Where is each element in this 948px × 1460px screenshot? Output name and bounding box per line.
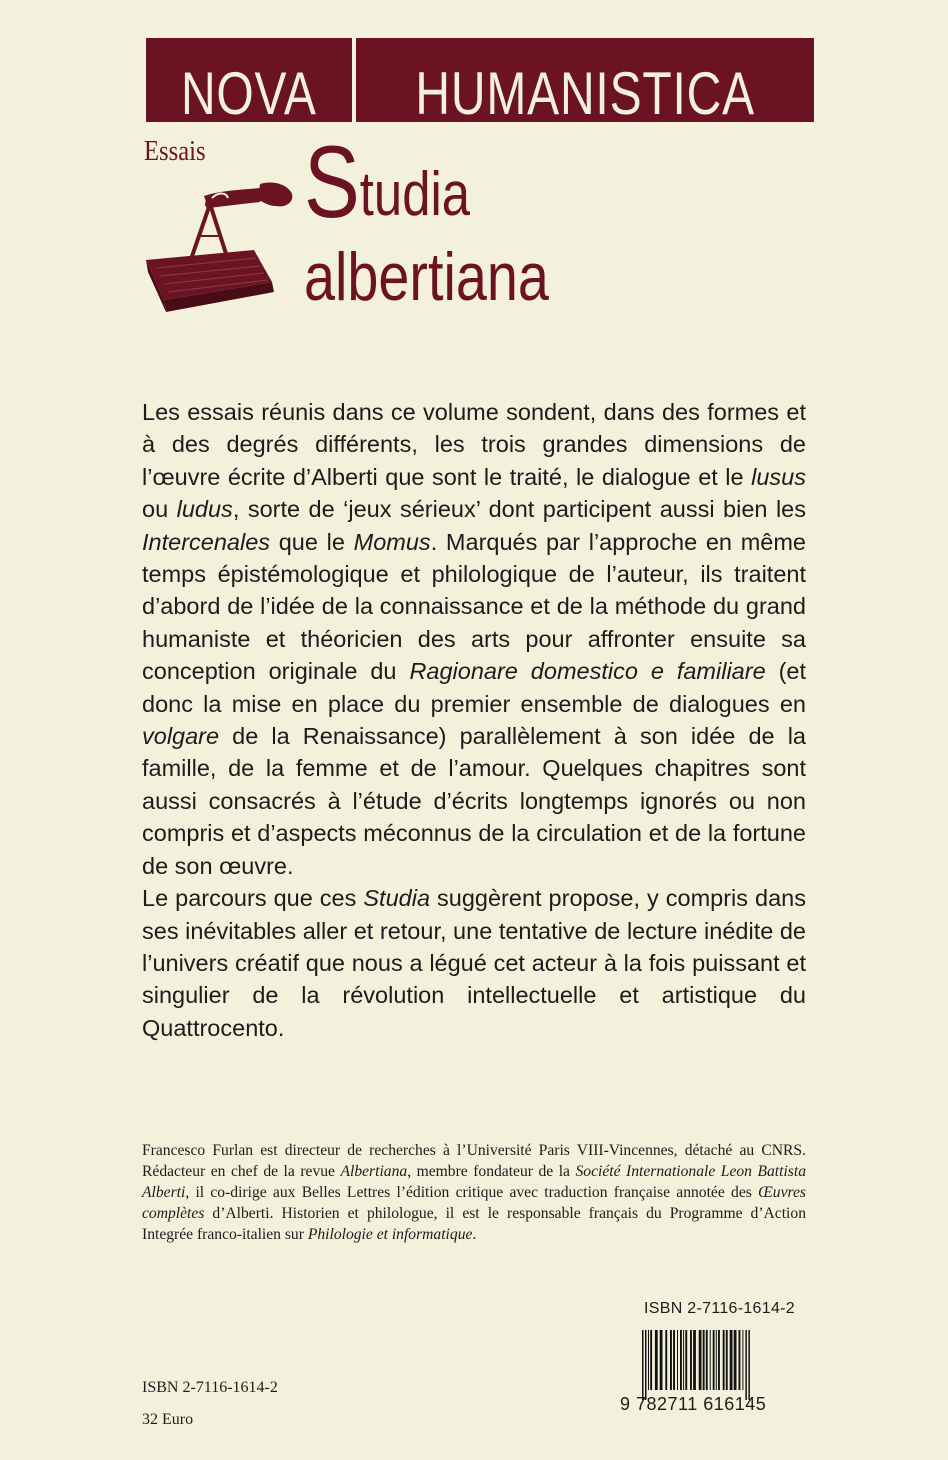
banner-left-block — [146, 38, 352, 122]
italic-run-3: Société Internationale Leon Battista Alberti — [142, 1163, 807, 1201]
barcode-bar — [726, 1330, 728, 1390]
barcode-bar — [723, 1330, 725, 1390]
italic-run-5: Œuvres complètes — [142, 1184, 806, 1222]
barcode-bar — [693, 1330, 696, 1390]
italic-run-1: Albertiana — [340, 1163, 408, 1180]
barcode-bar — [748, 1330, 750, 1400]
series-banner — [146, 38, 814, 122]
barcode-bar — [677, 1330, 678, 1390]
text-run-6: que le — [270, 528, 354, 555]
italic-run-5: Intercenales — [142, 528, 271, 555]
title-rest: tudia — [359, 160, 471, 229]
barcode-bar — [718, 1330, 720, 1390]
text-run-12: de la Renaissance) parallèlement à son idée de la famille, de la femme et de l’amour. Quelques chapitres sont aussi consacrés à l’étude d’écrits longtemps ignorés ou non compris et d’aspects méconnus de la circulation et de la fortune de son œuvre. — [142, 723, 806, 879]
barcode-bar — [745, 1330, 747, 1400]
author-bio — [142, 1140, 806, 1245]
barcode-bar — [660, 1330, 663, 1390]
series-label: Essais — [144, 136, 206, 167]
blurb-paragraph-2 — [142, 882, 806, 1044]
barcode-bar — [665, 1330, 667, 1390]
text-run-8: . — [472, 1226, 477, 1243]
banner-right-block — [356, 38, 814, 122]
text-run-0: Francesco Furlan est directeur de recherches à l’Université Paris VIII-Vincennes, détaché au CNRS. Rédacteur en chef de la revue — [142, 1142, 806, 1180]
barcode-bar — [742, 1330, 743, 1390]
barcode-bar — [650, 1330, 652, 1390]
book-title-line-2: albertiana — [304, 239, 549, 315]
barcode-bar — [683, 1330, 684, 1390]
italic-run-7: Philologie et informatique — [307, 1226, 473, 1243]
barcode-bar — [648, 1330, 649, 1390]
title-initial: S — [304, 125, 360, 239]
barcode-bar — [673, 1330, 675, 1390]
italic-run-7: Momus — [353, 528, 431, 555]
text-run-6: d’Alberti. Historien et philologue, il est le responsable français du Programme d’Action Integrée franco-italien sur — [142, 1205, 806, 1243]
text-run-2: ou — [142, 496, 177, 523]
barcode-bar — [655, 1330, 658, 1390]
text-run-4: , il co-dirige aux Belles Lettres l’édition critique avec traduction française annotée des — [185, 1184, 759, 1201]
book-title-line-1 — [304, 125, 471, 239]
text-run-8: . Marqués par l’approche en même temps épistémologique et philologique de l’auteur, ils traitent d’abord de l’idée de la connaissance et de la méthode du grand humaniste et théoricien des arts pour affronter ensuite sa conception originale du — [142, 528, 806, 685]
barcode-bar — [699, 1330, 702, 1390]
blurb-paragraph-1 — [142, 396, 806, 882]
isbn-text: ISBN 2-7116-1614-2 — [142, 1379, 278, 1396]
hand-compass-icon — [142, 176, 302, 316]
barcode-bar — [670, 1330, 672, 1390]
barcode-bar — [690, 1330, 692, 1390]
isbn-price-block — [142, 1372, 278, 1436]
barcode-bar — [730, 1330, 733, 1390]
barcode-bar — [710, 1330, 711, 1390]
barcode-bar — [734, 1330, 737, 1390]
banner-word-nova: NOVA — [181, 60, 317, 122]
barcode-bar — [716, 1330, 717, 1390]
italic-run-9: Ragionare domestico e familiare — [409, 658, 766, 685]
barcode-bar — [703, 1330, 705, 1390]
italic-run-1: Studia — [363, 885, 431, 912]
text-run-10: (et donc la mise en place du premier ensemble de dialogues en — [142, 658, 806, 717]
text-run-2: suggèrent propose, y compris dans ses inévitables aller et retour, une tentative de lecture inédite de l’univers créatif que nous a légué cet acteur à la fois puissant et singulier de la révolution intellectuelle et artistique du Quattrocento. — [142, 885, 806, 1041]
barcode-bar — [706, 1330, 708, 1390]
barcode-bar — [739, 1330, 741, 1390]
italic-run-3: ludus — [176, 496, 233, 523]
barcode-bar — [680, 1330, 682, 1390]
barcode-bar — [645, 1330, 647, 1400]
barcode-bar — [713, 1330, 715, 1390]
text-run-2: , membre fondateur de la — [407, 1163, 576, 1180]
barcode — [640, 1330, 810, 1430]
text-run-4: , sorte de ‘jeux sérieux’ dont participent aussi bien les — [232, 496, 806, 523]
banner-word-humanistica: HUMANISTICA — [415, 60, 755, 122]
price-text: 32 Euro — [142, 1411, 194, 1428]
barcode-isbn-label: ISBN 2-7116-1614-2 — [644, 1300, 795, 1317]
barcode-number: 9 782711 616145 — [620, 1394, 767, 1414]
barcode-bar — [685, 1330, 687, 1390]
text-run-0: Le parcours que ces — [142, 885, 364, 912]
italic-run-1: lusus — [751, 463, 806, 490]
author-bio-paragraph — [142, 1140, 806, 1245]
text-run-0: Les essais réunis dans ce volume sondent, dans des formes et à des degrés différents, les trois grandes dimensions de l’œuvre écrite d’Alberti que sont le traité, le dialogue et le — [142, 399, 806, 490]
italic-run-11: volgare — [142, 723, 220, 750]
blurb-text — [142, 396, 806, 1044]
barcode-bar — [642, 1330, 644, 1400]
